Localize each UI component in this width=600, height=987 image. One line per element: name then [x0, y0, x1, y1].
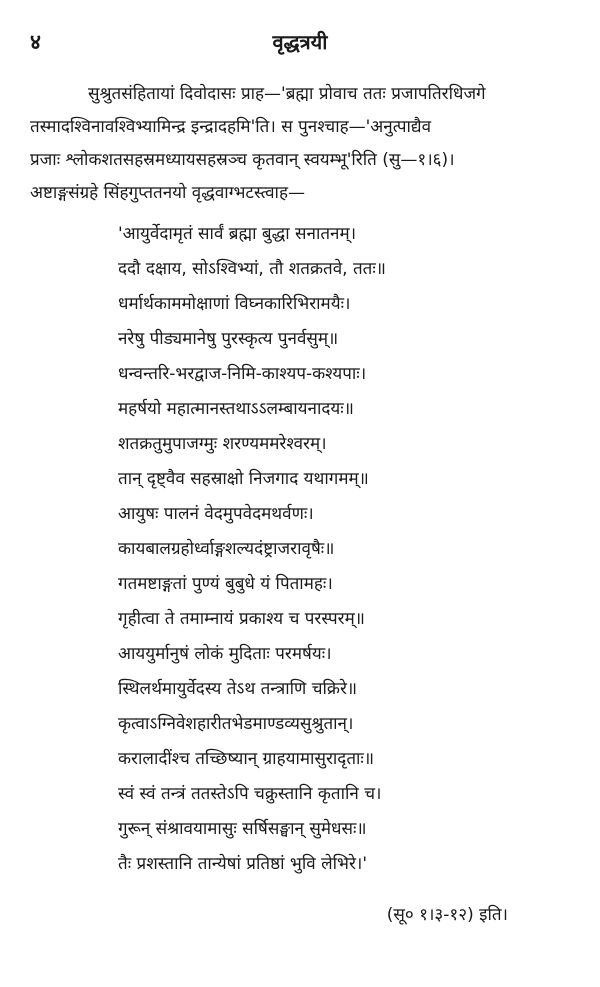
verse-line: आयुषः पालनं वेदमुपवेदमथर्वणः।	[118, 504, 314, 524]
page-number: ४	[30, 30, 41, 54]
prose-line: प्रजाः श्लोकशतसहस्रमध्यायसहस्रञ्च कृतवान् स्वयम्भू'रिति (सु—१।६)।	[30, 150, 455, 170]
citation: (सू० १।३-१२) इति।	[386, 905, 508, 925]
verse-line: ददौ दक्षाय, सोऽश्विभ्यां, तौ शतक्रतवे, ततः॥	[118, 259, 386, 279]
verse-line: आययुर्मानुषं लोकं मुदिताः परमर्षयः।	[118, 644, 332, 664]
verse-line: तान् दृष्ट्वैव सहस्राक्षो निजगाद यथागमम्॥	[118, 469, 369, 489]
verse-line: धन्वन्तरि-भरद्वाज-निमि-काश्यप-कश्यपाः।	[118, 364, 367, 384]
verse-line: स्वं स्वं तन्त्रं ततस्तेऽपि चक्रुस्तानि कृतानि च।	[118, 784, 382, 804]
running-title: वृद्धत्रयी	[272, 30, 328, 54]
verse-line: स्थिलर्थमायुर्वेदस्य तेऽथ तन्त्राणि चक्रिरे॥	[118, 679, 358, 699]
page-header	[0, 28, 600, 58]
prose-paragraph	[30, 78, 582, 210]
verse-line: शतक्रतुमुपाजग्मुः शरण्यममरेश्वरम्।	[118, 434, 327, 454]
verse-line: 'आयुर्वेदामृतं सार्वं ब्रह्मा बुद्धा सनातनम्।	[118, 224, 357, 244]
verse-line: गृहीत्वा ते तमाम्नायं प्रकाश्य च परस्परम्॥	[118, 609, 365, 629]
verse-line: महर्षयो महात्मानस्तथाऽऽलम्बायनादयः॥	[118, 399, 354, 419]
verse-line: धर्मार्थकाममोक्षाणां विघ्नकारिभिरामयैः।	[118, 294, 351, 314]
verse-line: गतमष्टाङ्गतां पुण्यं बुबुधे यं पितामहः।	[118, 574, 333, 594]
verse-line: तैः प्रशस्तानि तान्येषां प्रतिष्ठां भुवि लेभिरे।'	[118, 854, 368, 874]
prose-line: अष्टाङ्गसंग्रहे सिंहगुप्ततनयो वृद्धवाग्भटस्त्वाह—	[30, 183, 305, 203]
verse-line: नरेषु पीड्यमानेषु पुरस्कृत्य पुनर्वसुम्॥	[118, 329, 339, 349]
verse-line: गुरून् संश्रावयामासुः सर्षिसङ्घान् सुमेधसः॥	[118, 819, 367, 839]
verse-line: कृत्वाऽग्निवेशहारीतभेडमाण्डव्यसुश्रुतान्।	[118, 714, 354, 734]
verse-block	[118, 217, 588, 882]
prose-line: तस्मादश्विनावश्विभ्यामिन्द्र इन्द्रादहमि'ति। स पुनश्चाह—'अनुत्पाद्यैव	[30, 117, 432, 137]
verse-line: कायबालग्रहोर्ध्वाङ्गशल्यदंष्ट्राजरावृषैः॥	[118, 539, 335, 559]
prose-line: सुश्रुतसंहितायां दिवोदासः प्राह—'ब्रह्मा प्रोवाच ततः प्रजापतिरधिजगे	[88, 84, 486, 104]
verse-line: करालादींश्च तच्छिष्यान् ग्राहयामासुरादृताः॥	[118, 749, 375, 769]
